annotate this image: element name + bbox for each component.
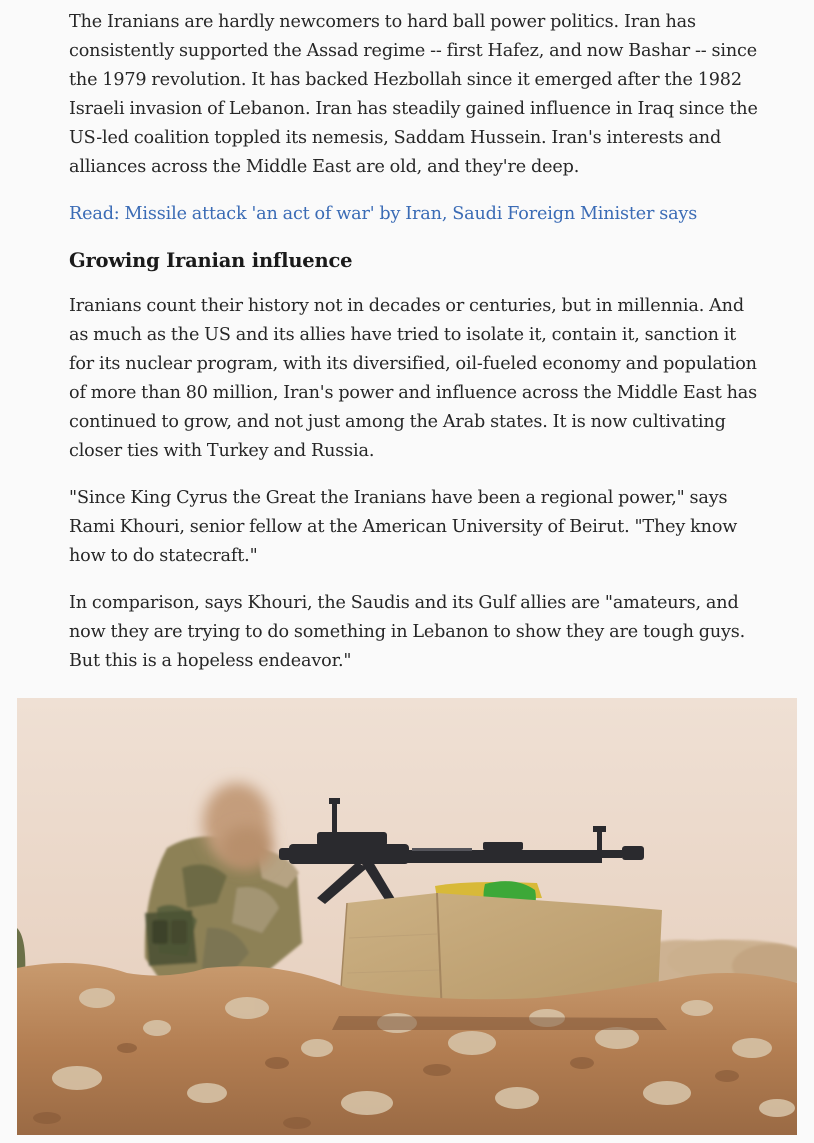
paragraph: "Since King Cyrus the Great the Iranians have been a regional power," says Rami Khouri, senior fellow at the American University of Beirut. "They know how to do statecraft." (69, 488, 738, 566)
fighter-with-machine-gun-image (17, 698, 797, 1135)
related-article-link[interactable]: Read: Missile attack 'an act of war' by Iran, Saudi Foreign Minister says (69, 204, 698, 224)
section-heading: Growing Iranian influence (69, 249, 353, 272)
article-body (69, 8, 759, 676)
paragraph: Iranians count their history not in decades or centuries, but in millennia. And as much as the US and its allies have tried to isolate it, contain it, sanction it for its nuclear program, with its diversified, oil-fueled economy and population of more than 80 million, Iran's power and influence across the Middle East has continued to grow, and not just among the Arab states. It is now cultivating closer ties with Turkey and Russia. (69, 296, 758, 461)
article-photo (17, 698, 797, 1135)
paragraph: The Iranians are hardly newcomers to hard ball power politics. Iran has consistently supported the Assad regime -- first Hafez, and now Bashar -- since the 1979 revolution. It has backed Hezbollah since it emerged after the 1982 Israeli invasion of Lebanon. Iran has steadily gained influence in Iraq since the US-led coalition toppled its nemesis, Saddam Hussein. Iran's interests and alliances across the Middle East are old, and they're deep. (69, 12, 758, 177)
paragraph: In comparison, says Khouri, the Saudis and its Gulf allies are "amateurs, and now they are trying to do something in Lebanon to show they are tough guys. But this is a hopeless endeavor." (69, 593, 746, 671)
